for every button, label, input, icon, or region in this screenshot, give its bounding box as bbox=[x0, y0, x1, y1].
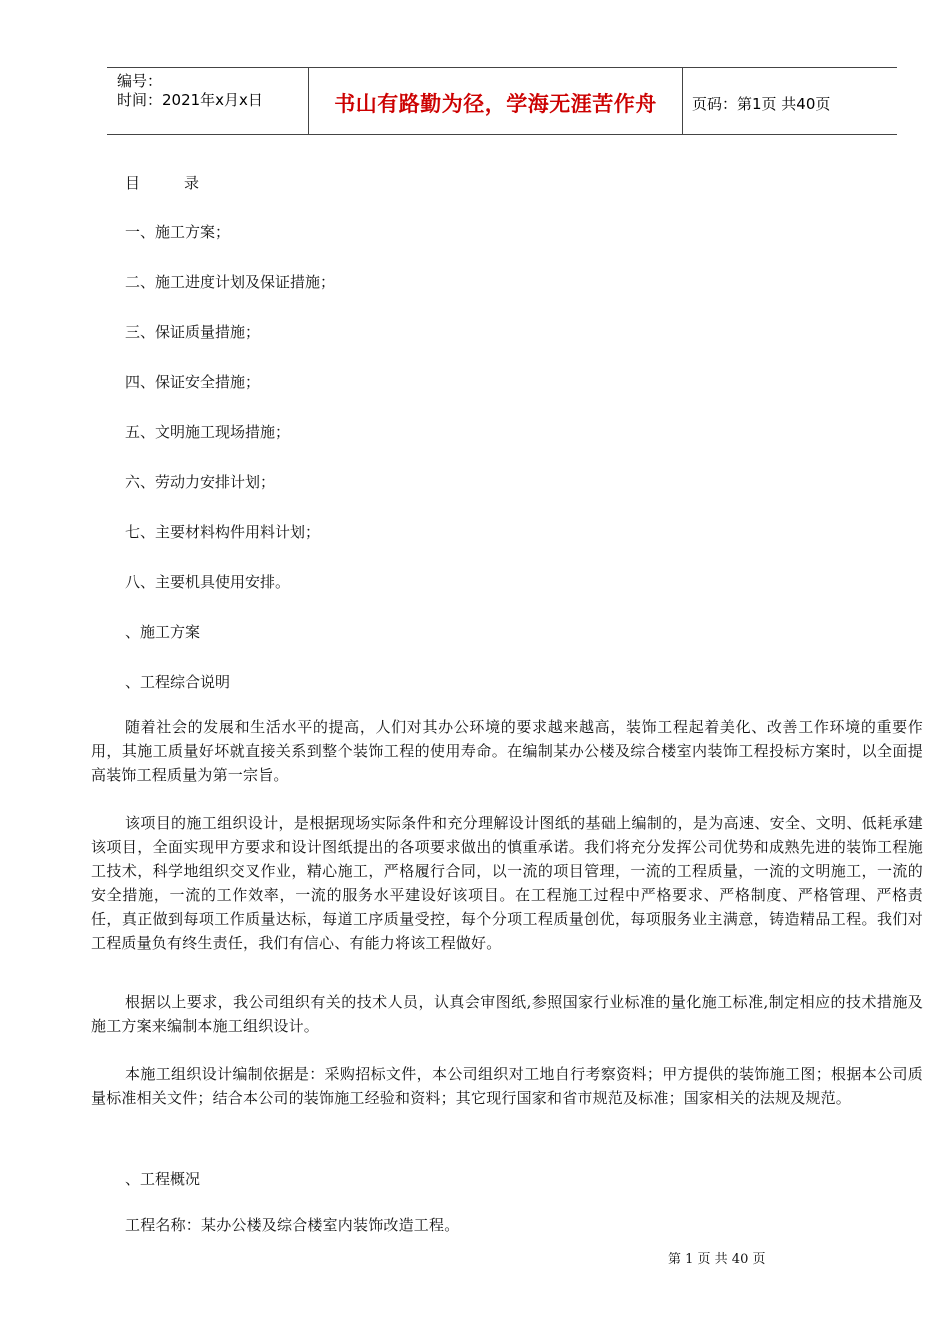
section-heading: 、工程综合说明 bbox=[125, 673, 231, 691]
toc-item: 五、文明施工现场措施； bbox=[125, 423, 291, 441]
section-heading: 、工程概况 bbox=[125, 1170, 201, 1188]
toc-item: 六、劳动力安排计划； bbox=[125, 473, 276, 491]
header-divider-right bbox=[682, 68, 683, 135]
toc-item: 二、施工进度计划及保证措施； bbox=[125, 273, 336, 291]
paragraph: 根据以上要求，我公司组织有关的技术人员，认真会审图纸,参照国家行业标准的量化施工标准,制定相应的技术措施及施工方案来编制本施工组织设计。 bbox=[91, 993, 923, 1035]
toc-item: 一、施工方案； bbox=[125, 223, 231, 241]
section-heading: 、施工方案 bbox=[125, 623, 201, 641]
header-page-info: 页码：第1页 共40页 bbox=[692, 95, 831, 113]
paragraph: 工程名称：某办公楼及综合楼室内装饰改造工程。 bbox=[125, 1216, 460, 1234]
page-footer: 第 1 页 共 40 页 bbox=[668, 1252, 766, 1267]
document-time-label: 时间：2021年x月x日 bbox=[117, 91, 263, 109]
toc-item: 三、保证质量措施； bbox=[125, 323, 261, 341]
toc-title-part-b: 录 bbox=[184, 174, 200, 192]
toc-title-part-a: 目 bbox=[125, 174, 141, 192]
paragraph: 本施工组织设计编制依据是：采购招标文件，本公司组织对工地自行考察资料；甲方提供的装饰施工图；根据本公司质量标准相关文件；结合本公司的装饰施工经验和资料；其它现行国家和省市规范及标准；国家相关的法规及规范。 bbox=[91, 1065, 923, 1107]
toc-item: 八、主要机具使用安排。 bbox=[125, 573, 291, 591]
toc-item: 四、保证安全措施； bbox=[125, 373, 261, 391]
paragraph: 该项目的施工组织设计，是根据现场实际条件和充分理解设计图纸的基础上编制的，是为高速、安全、文明、低耗承建该项目，全面实现甲方要求和设计图纸提出的各项要求做出的慎重承诺。我们将充分发挥公司优势和成熟先进的装饰工程施工技术，科学地组织交叉作业，精心施工，严格履行合同，以一流的项目管理，一流的工程质量，一流的文明施工，一流的安全措施，一流的工作效率，一流的服务水平建设好该项目。在工程施工过程中严格要求、严格制度、严格管理、严格责任，真正做到每项工作质量达标，每道工序质量受控，每个分项工程质量创优，每项服务业主满意，铸造精品工程。我们对工程质量负有终生责任，我们有信心、有能力将该工程做好。 bbox=[91, 814, 923, 952]
toc-item: 七、主要材料构件用料计划； bbox=[125, 523, 321, 541]
paragraph: 随着社会的发展和生活水平的提高，人们对其办公环境的要求越来越高，装饰工程起着美化、改善工作环境的重要作用，其施工质量好坏就直接关系到整个装饰工程的使用寿命。在编制某办公楼及综合楼室内装饰工程投标方案时，以全面提高装饰工程质量为第一宗旨。 bbox=[91, 718, 923, 784]
header-meta bbox=[117, 72, 263, 110]
document-code-label: 编号： bbox=[117, 72, 163, 90]
header-motto: 书山有路勤为径，学海无涯苦作舟 bbox=[334, 92, 657, 116]
page-header bbox=[107, 67, 897, 135]
toc-title bbox=[125, 172, 199, 193]
